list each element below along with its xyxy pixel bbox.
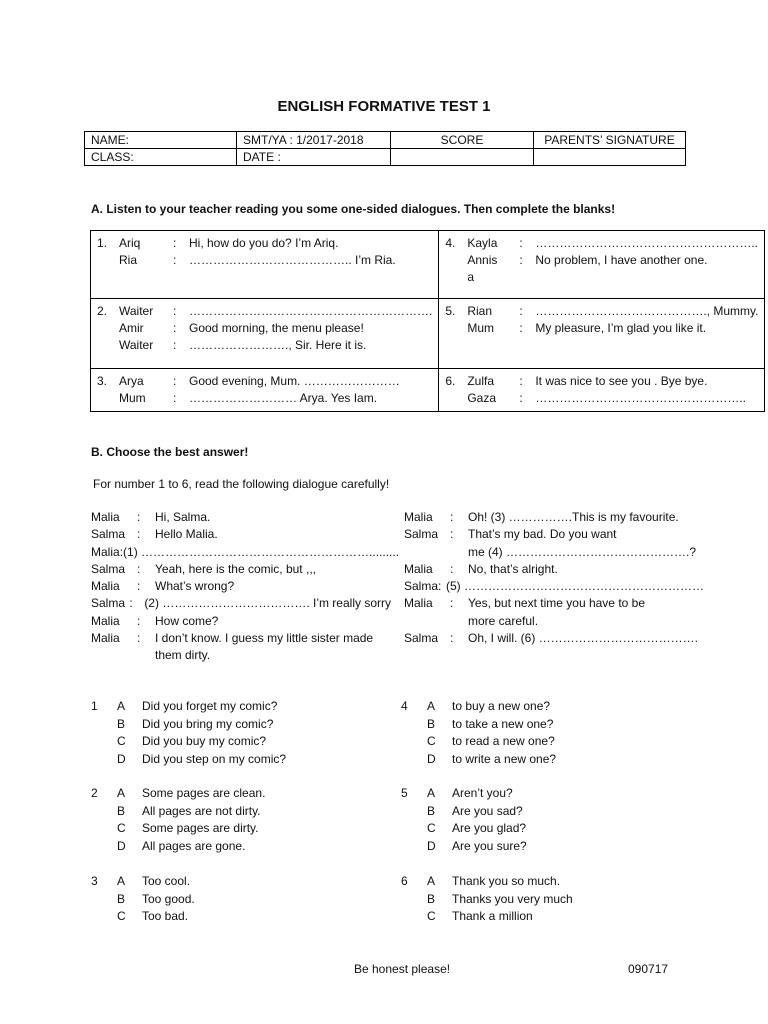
dialogue-2: 2. Waiter : ……………………………………………………. Amir : Good morning, the menu please! Waiter : ……………………., Sir. Here it is.: [91, 299, 439, 369]
student-info-table: [84, 131, 686, 166]
page-title: ENGLISH FORMATIVE TEST 1: [277, 98, 491, 115]
date-label: DATE :: [237, 149, 391, 166]
question-1: 1 A Did you forget my comic? B Did you bring my comic? C Did you buy my comic? D Did you step on my comic?: [91, 699, 287, 766]
dialogue-5: 5. Rian : ……………………………………., Mummy. Mum : My pleasure, I’m glad you like it.: [439, 299, 765, 369]
section-b-instruction: B. Choose the best answer!: [91, 445, 249, 459]
dialogue-4: 4. Kayla : ……………………………………………….. Annis : No problem, I have another one. a: [439, 231, 765, 299]
parents-signature-label: PARENTS’ SIGNATURE: [534, 132, 686, 149]
dialogue-1: 1. Ariq : Hi, how do you do? I’m Ariq. Ria : ………………………………….. I’m Ria.: [91, 231, 439, 299]
question-2: 2 A Some pages are clean. B All pages are not dirty. C Some pages are dirty. D All pages are gone.: [91, 786, 266, 853]
section-b-sub-instruction: For number 1 to 6, read the following dialogue carefully!: [93, 477, 390, 491]
dialogue-3: 3. Arya : Good evening, Mum. …………………… Mum : ……………………… Arya. Yes Iam.: [91, 369, 439, 412]
question-5: 5 A Aren’t you? B Are you sad? C Are you glad? D Are you sure?: [401, 786, 527, 853]
score-label: SCORE: [391, 132, 534, 149]
dialogue-6: 6. Zulfa : It was nice to see you . Bye bye. Gaza : ……………………………………………..: [439, 369, 765, 412]
footer-code: 090717: [628, 962, 669, 976]
question-4: 4 A to buy a new one? B to take a new one? C to read a new one? D to write a new one?: [401, 699, 557, 766]
class-label: CLASS:: [85, 149, 237, 166]
name-label: NAME:: [85, 132, 237, 149]
footer-motto: Be honest please!: [354, 962, 451, 976]
dialogue-table: [90, 230, 765, 412]
question-3: 3 A Too cool. B Too good. C Too bad.: [91, 874, 195, 923]
smt-label: SMT/YA : 1/2017-2018: [237, 132, 391, 149]
score-cell: [391, 149, 534, 166]
dialogue-left: Malia : Hi, Salma. Salma : Hello Malia. Malia : (1) …………………………………………………......... Salma : Yeah, here is the comic, but ,,, Malia : What’s wrong? Salma : (2) ………………………………. I’m really sorry Malia : How come? Malia : I don’t know. I guess my little sister made them dirty.: [91, 510, 400, 663]
signature-cell: [534, 149, 686, 166]
section-a-instruction: A. Listen to your teacher reading you some one-sided dialogues. Then complete the blanks!: [91, 202, 616, 216]
question-6: 6 A Thank you so much. B Thanks you very much C Thank a million: [401, 874, 573, 923]
dialogue-right: Malia : Oh! (3) …………….This is my favourite. Salma : That’s my bad. Do you want me (4) ……………………………………….? Malia : No, that’s alright. Salma : (5) …………………………………………………… Malia : Yes, but next time you have to be more careful. Salma : Oh, I will. (6) ………………………………….: [404, 510, 704, 646]
